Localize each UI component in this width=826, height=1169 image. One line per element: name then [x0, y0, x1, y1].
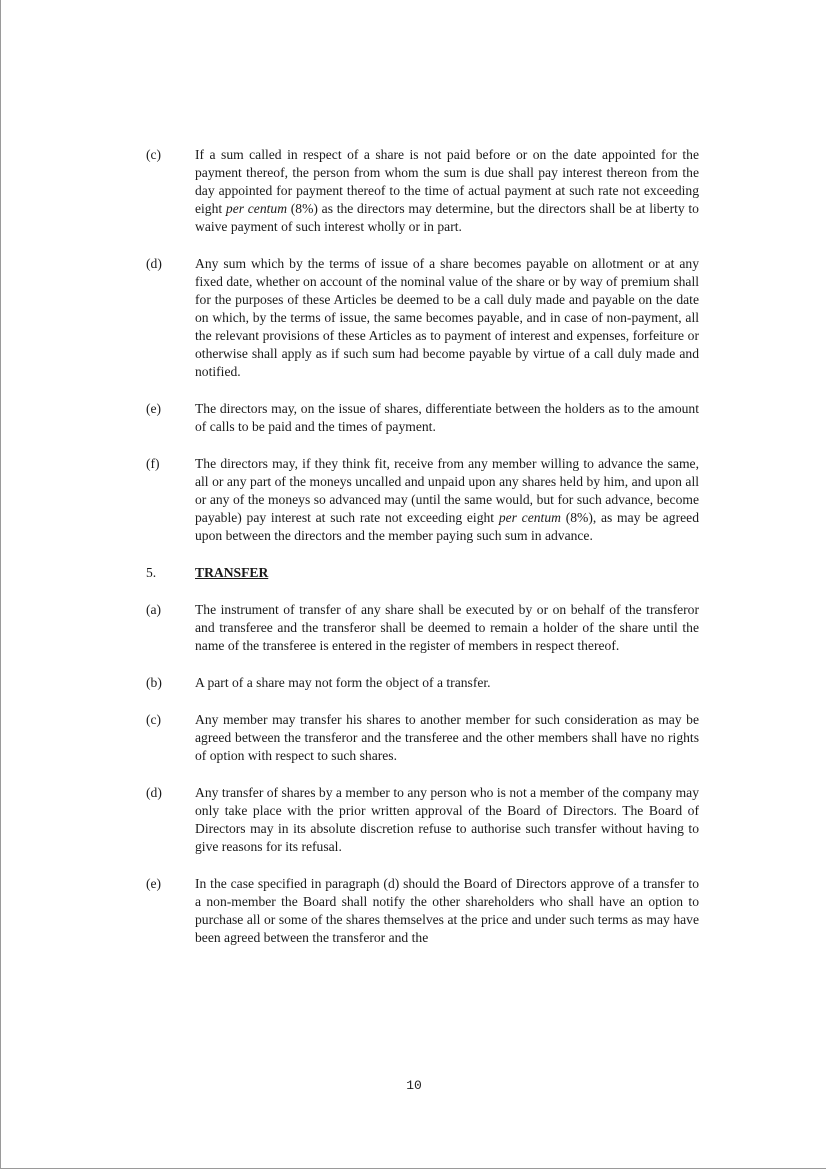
clause-text: Any transfer of shares by a member to any person who is not a member of the company may only take place with the prior written approval of the Board of Directors. The Board of Directors may in its absolute discretion refuse to authorise such transfer without having to give reasons for its refusal. [195, 785, 699, 854]
clause-text: Any sum which by the terms of issue of a share becomes payable on allotment or at any fixed date, whether on account of the nominal value of the share or by way of premium shall for the purposes of these Articles be deemed to be a call duly made and payable on the date on which, by the terms of issue, the same becomes payable, and in case of non-payment, all the relevant provisions of these Articles as to payment of interest and expenses, forfeiture or otherwise shall apply as if such sum had become payable by virtue of a call duly made and notified. [195, 256, 699, 379]
clause-4c [146, 146, 699, 236]
latin-term: per centum [225, 201, 288, 216]
clause-4f [146, 455, 699, 545]
clause-text: The instrument of transfer of any share shall be executed by or on behalf of the transferor and transferee and the transferor shall be deemed to remain a holder of the share until the name of the transferee is entered in the register of members in respect thereof. [195, 602, 699, 653]
clause-text: Any member may transfer his shares to another member for such consideration as may be agreed between the transferor and the transferee and the other members shall have no rights of option with respect to such shares. [195, 712, 699, 763]
clause-label: (d) [146, 256, 162, 271]
clause-text: In the case specified in paragraph (d) should the Board of Directors approve of a transfer to a non-member the Board shall notify the other shareholders who shall have an option to purchase all or some of the shares themselves at the price and under such terms as may have been agreed between the transferor and the [195, 876, 699, 945]
clause-5a [146, 601, 699, 655]
latin-term: per centum [498, 510, 561, 525]
clause-5e [146, 875, 699, 947]
clause-label: (c) [146, 147, 162, 162]
clause-5b [146, 674, 699, 692]
clause-text: A part of a share may not form the object of a transfer. [195, 675, 491, 690]
clause-text: The directors may, on the issue of shares, differentiate between the holders as to the amount of calls to be paid and the times of payment. [195, 401, 699, 434]
section-heading-transfer [146, 564, 699, 582]
document-body [146, 146, 699, 966]
clause-text: The directors may, if they think fit, receive from any member willing to advance the same, all or any part of the moneys uncalled and unpaid upon any shares held by him, and upon all or any of the moneys so advanced may (until the same would, but for such advance, become payable) pay interest at such rate not exceeding eight per centum (8%), as may be agreed upon between the directors and the member paying such sum in advance. [195, 456, 699, 543]
section-title: TRANSFER [195, 565, 269, 580]
clause-label: (b) [146, 675, 162, 690]
clause-label: (e) [146, 401, 162, 416]
clause-label: (f) [146, 456, 160, 471]
clause-text: If a sum called in respect of a share is not paid before or on the date appointed for the payment thereof, the person from whom the sum is due shall pay interest thereon from the day appointed for payment thereof to the time of actual payment at such rate not exceeding eight per centum (8%) as the directors may determine, but the directors shall be at liberty to waive payment of such interest wholly or in part. [195, 147, 699, 234]
clause-4e [146, 400, 699, 436]
page-number: 10 [406, 1078, 422, 1093]
section-number: 5. [146, 565, 157, 580]
clause-label: (d) [146, 785, 162, 800]
clause-4d [146, 255, 699, 381]
clause-label: (c) [146, 712, 162, 727]
clause-5c [146, 711, 699, 765]
clause-label: (e) [146, 876, 162, 891]
clause-5d [146, 784, 699, 856]
clause-label: (a) [146, 602, 162, 617]
